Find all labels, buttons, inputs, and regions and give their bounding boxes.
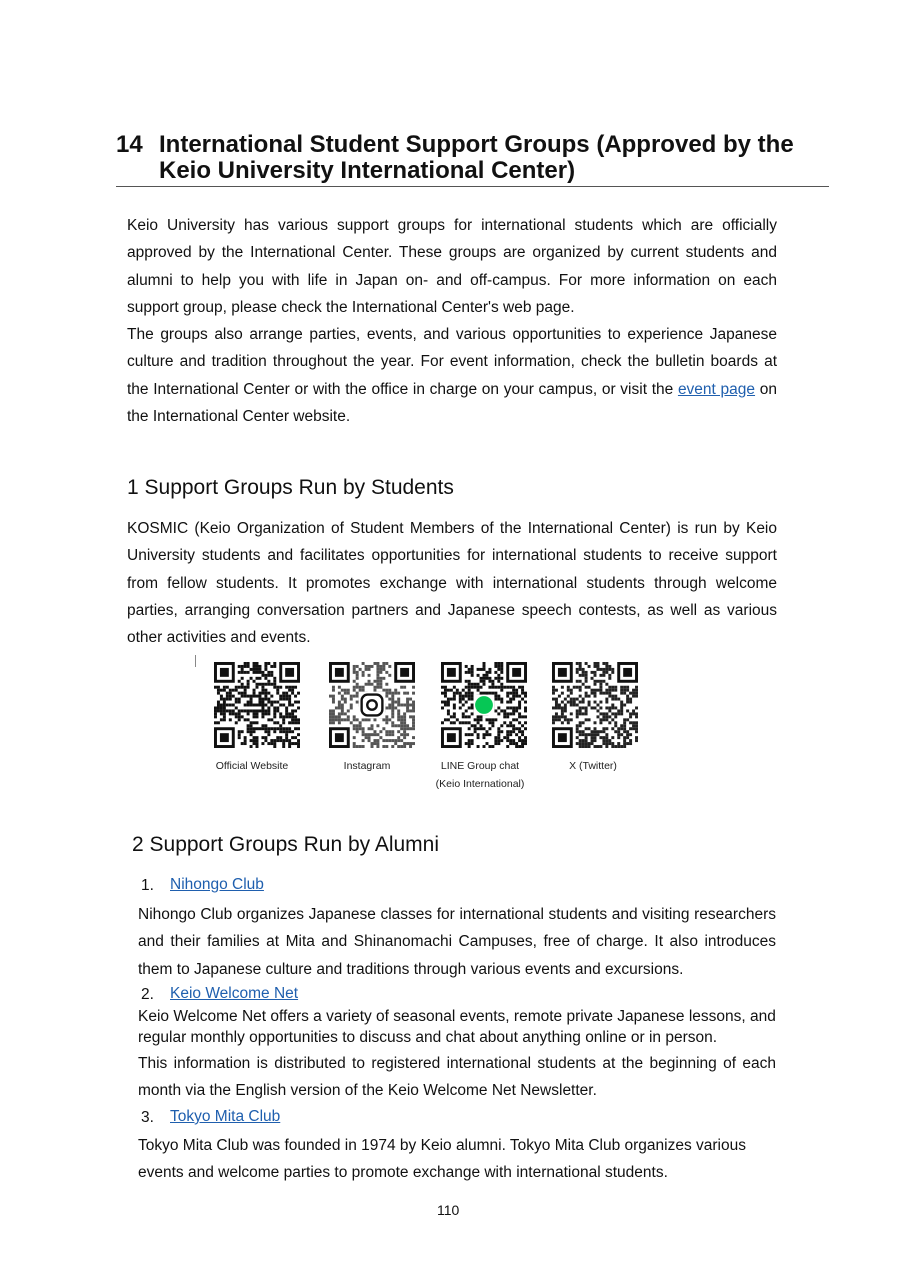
keio-welcome-net-body: Keio Welcome Net offers a variety of seasonal events, remote private Japanese lessons, and regular monthly opportunities to discuss and chat about anything online or in person.	[138, 1008, 776, 1046]
page-number: 110	[437, 1202, 460, 1218]
event-page-link[interactable]: event page	[677, 380, 756, 398]
qr-caption-line-sub: (Keio International)	[435, 778, 525, 790]
qr-code-icon[interactable]	[214, 662, 300, 748]
section1-body: KOSMIC (Keio Organization of Student Members of the International Center) is run by Keio University students and facilitates opportunities for international students to receive support from fellow students. It promotes exchange with international students through welcome parties, arranging conversation partners and Japanese speech contests, as well as various other activities and events.	[127, 520, 777, 647]
intro-paragraph-1: Keio University has various support groups for international students which are officially approved by the International Center. These groups are organized by current students and alumni to help you with life in Japan on- and off-campus. For more information on each support group, please check the International Center's web page.	[127, 217, 777, 316]
section2-heading: 2 Support Groups Run by Alumni	[132, 833, 440, 856]
qr-caption-instagram: Instagram	[343, 760, 391, 772]
list-item-number: 2.	[141, 986, 154, 1003]
keio-welcome-net-link[interactable]: Keio Welcome Net	[170, 985, 299, 1002]
intro-p2-text-end: on the International Center website.	[127, 380, 777, 425]
section1-heading: 1 Support Groups Run by Students	[127, 476, 454, 499]
line-qr-code-icon[interactable]	[441, 662, 527, 748]
list-item-number: 1.	[141, 877, 154, 894]
tokyo-mita-club-link[interactable]: Tokyo Mita Club	[170, 1108, 281, 1125]
divider-tick	[195, 655, 196, 667]
nihongo-club-body: Nihongo Club organizes Japanese classes for international students and visiting researchers and their families at Mita and Shinanomachi Campuses, free of charge. It also introduces them to Japanese culture and traditions through various events and excursions.	[138, 906, 776, 978]
chapter-number: 14	[116, 131, 143, 158]
tokyo-mita-club-body: Tokyo Mita Club was founded in 1974 by Keio alumni. Tokyo Mita Club organizes various events and welcome parties to promote exchange with international students.	[138, 1137, 746, 1182]
chapter-heading	[116, 132, 829, 187]
line-icon	[475, 696, 493, 714]
keio-welcome-net-body-2: This information is distributed to registered international students at the beginning of each month via the English version of the Keio Welcome Net Newsletter.	[138, 1055, 776, 1100]
qr-caption-line: LINE Group chat	[440, 760, 520, 772]
intro-paragraph-2	[127, 321, 777, 430]
intro-p2-text: The groups also arrange parties, events, and various opportunities to experience Japanese culture and tradition throughout the year. For event information, check the bulletin boards at the International Center or with the office in charge on your campus, or visit the	[127, 326, 777, 398]
instagram-qr-code-icon[interactable]	[329, 662, 415, 748]
list-item-number: 3.	[141, 1109, 154, 1126]
nihongo-club-link[interactable]: Nihongo Club	[170, 876, 264, 893]
qr-caption-x-twitter: X (Twitter)	[569, 760, 617, 772]
chapter-title: International Student Support Groups (Approved by the Keio University International Center)	[159, 131, 794, 184]
x-twitter-qr-code-icon[interactable]	[552, 662, 638, 748]
qr-caption-official-website: Official Website	[215, 760, 289, 772]
